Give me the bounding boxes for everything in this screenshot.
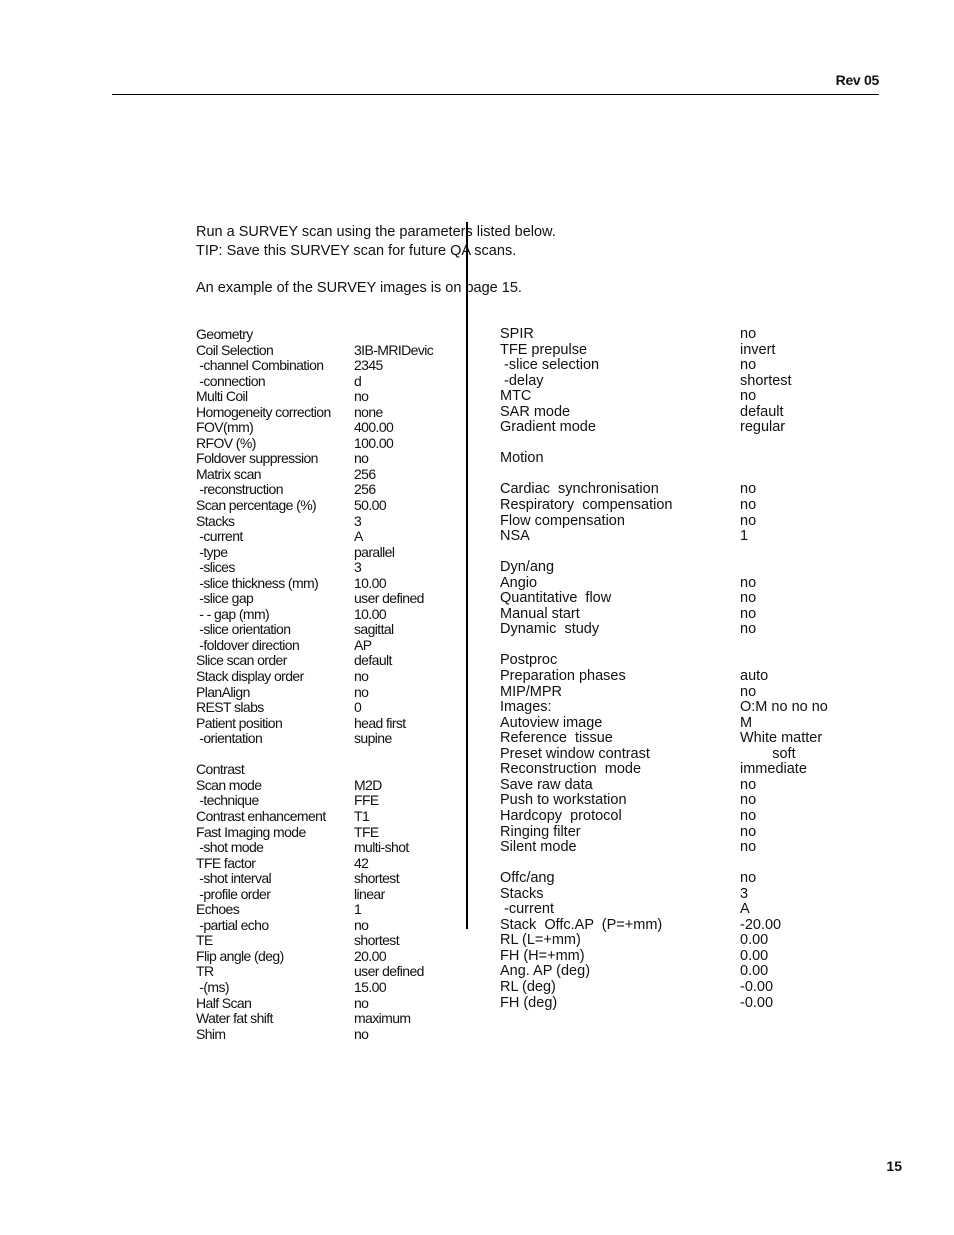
parameter-name: -orientation bbox=[196, 730, 263, 747]
parameter-name: Stack display order bbox=[196, 668, 304, 685]
parameter-value: 256 bbox=[354, 465, 376, 482]
parameter-value: M bbox=[740, 714, 753, 731]
parameter-value: 400.00 bbox=[354, 419, 394, 436]
parameter-value: 10.00 bbox=[354, 574, 387, 591]
parameter-value: none bbox=[354, 403, 383, 420]
parameter-value: 10.00 bbox=[354, 605, 387, 622]
parameter-name: Ang. AP (deg) bbox=[500, 963, 591, 980]
parameter-name: SPIR bbox=[500, 326, 534, 342]
intro-line-1: Run a SURVEY scan using the parameters listed below. bbox=[196, 224, 556, 240]
parameter-value: maximum bbox=[354, 1010, 411, 1027]
parameter-value: 15.00 bbox=[354, 978, 387, 995]
parameter-name: Flow compensation bbox=[500, 512, 625, 529]
parameter-name: Preparation phases bbox=[500, 668, 626, 685]
parameter-name: NSA bbox=[500, 528, 530, 545]
parameter-value: no bbox=[740, 870, 757, 887]
revision-label: Rev 05 bbox=[835, 72, 879, 88]
parameter-name: SAR mode bbox=[500, 403, 571, 420]
parameter-value: 3 bbox=[740, 885, 749, 902]
parameter-value: no bbox=[354, 1025, 369, 1042]
parameter-name: Contrast enhancement bbox=[196, 807, 326, 824]
parameter-name: Reconstruction mode bbox=[500, 761, 642, 778]
parameter-value: 3 bbox=[354, 559, 362, 576]
parameter-name: Preset window contrast bbox=[500, 745, 650, 762]
parameter-value: no bbox=[740, 326, 757, 342]
parameter-name: RFOV (%) bbox=[196, 434, 256, 451]
parameter-value: M2D bbox=[354, 776, 382, 793]
parameter-name: TFE prepulse bbox=[500, 341, 588, 358]
parameter-name: -slices bbox=[196, 559, 235, 576]
parameter-name: TR bbox=[196, 963, 214, 980]
parameter-name: RL (L=+mm) bbox=[500, 932, 581, 949]
parameter-value: 20.00 bbox=[354, 947, 387, 964]
parameter-name: Patient position bbox=[196, 714, 283, 731]
parameter-name: Stack Offc.AP (P=+mm) bbox=[500, 916, 663, 933]
parameter-value: 256 bbox=[354, 481, 376, 498]
parameter-value: default bbox=[354, 652, 392, 669]
parameter-value: 42 bbox=[354, 854, 369, 871]
parameter-name: Offc/ang bbox=[500, 870, 555, 887]
parameter-name: Scan mode bbox=[196, 776, 262, 793]
parameter-name: -partial echo bbox=[196, 916, 269, 933]
parameter-name: Contrast bbox=[196, 761, 245, 778]
parameter-name: -slice thickness (mm) bbox=[196, 574, 319, 591]
parameter-value: 3 bbox=[354, 512, 362, 529]
parameter-value: invert bbox=[740, 341, 776, 358]
parameter-name: Autoview image bbox=[500, 714, 603, 731]
parameter-value: 0.00 bbox=[740, 947, 769, 964]
parameter-name: Fast Imaging mode bbox=[196, 823, 306, 840]
parameter-name: Gradient mode bbox=[500, 419, 596, 436]
parameter-name: TFE factor bbox=[196, 854, 256, 871]
parameter-name: Matrix scan bbox=[196, 465, 261, 482]
parameter-value: no bbox=[740, 512, 757, 529]
parameter-name: -technique bbox=[196, 792, 259, 809]
parameter-value: no bbox=[740, 807, 757, 824]
parameter-name: Manual start bbox=[500, 605, 580, 622]
parameter-name: -slice gap bbox=[196, 590, 254, 607]
parameter-name: Angio bbox=[500, 574, 538, 591]
parameter-name: Echoes bbox=[196, 901, 240, 918]
parameter-value: d bbox=[354, 372, 362, 389]
parameter-value: head first bbox=[354, 714, 406, 731]
parameter-value: no bbox=[354, 668, 369, 685]
parameter-value: no bbox=[740, 621, 757, 638]
parameter-value: no bbox=[740, 683, 757, 700]
parameter-value: -20.00 bbox=[740, 916, 782, 933]
parameter-value: 0 bbox=[354, 699, 362, 716]
parameter-value: TFE bbox=[354, 823, 379, 840]
parameter-name: Water fat shift bbox=[196, 1010, 273, 1027]
parameter-name: Stacks bbox=[500, 885, 544, 902]
parameter-value: no bbox=[740, 481, 757, 498]
parameter-value: parallel bbox=[354, 543, 395, 560]
parameter-value: A bbox=[354, 528, 363, 545]
parameter-name: Dyn/ang bbox=[500, 559, 555, 576]
parameter-value: no bbox=[354, 388, 369, 405]
parameter-value: no bbox=[740, 388, 757, 405]
parameter-value: O:M no no no bbox=[740, 699, 828, 716]
parameter-value: supine bbox=[354, 730, 392, 747]
parameter-value: no bbox=[354, 683, 369, 700]
parameter-name: -profile order bbox=[196, 885, 271, 902]
parameter-value: immediate bbox=[740, 761, 807, 778]
parameter-value: T1 bbox=[354, 807, 370, 824]
parameter-name: Scan percentage (%) bbox=[196, 497, 317, 514]
parameter-name: Postproc bbox=[500, 652, 558, 669]
parameter-value: -0.00 bbox=[740, 994, 774, 1011]
parameter-value: 50.00 bbox=[354, 497, 387, 514]
parameter-value: A bbox=[740, 901, 750, 918]
parameter-value: 0.00 bbox=[740, 963, 769, 980]
parameter-name: Quantitative flow bbox=[500, 590, 612, 607]
parameter-value: FFE bbox=[354, 792, 379, 809]
intro-spacer bbox=[196, 260, 556, 279]
parameter-name: Hardcopy protocol bbox=[500, 807, 622, 824]
parameter-value: no bbox=[740, 357, 757, 374]
parameter-value: user defined bbox=[354, 590, 424, 607]
parameter-name: Silent mode bbox=[500, 839, 577, 856]
parameter-name: -slice selection bbox=[500, 357, 600, 374]
parameter-name: Homogeneity correction bbox=[196, 403, 331, 420]
parameter-name: -current bbox=[196, 528, 243, 545]
parameter-value: no bbox=[740, 823, 757, 840]
parameter-value: 3IB-MRIDevic bbox=[354, 341, 434, 358]
parameter-name: RL (deg) bbox=[500, 978, 556, 995]
parameter-name: -(ms) bbox=[196, 978, 229, 995]
parameter-name: FH (deg) bbox=[500, 994, 558, 1011]
parameter-value: no bbox=[354, 994, 369, 1011]
parameter-value: multi-shot bbox=[354, 839, 409, 856]
parameter-name: FOV(mm) bbox=[196, 419, 254, 436]
parameter-value: auto bbox=[740, 668, 769, 685]
parameter-name: MIP/MPR bbox=[500, 683, 563, 700]
parameter-value: 2345 bbox=[354, 357, 383, 374]
parameter-value: no bbox=[740, 776, 757, 793]
parameter-name: Dynamic study bbox=[500, 621, 600, 638]
parameter-name: Respiratory compensation bbox=[500, 497, 673, 514]
parameter-name: -delay bbox=[500, 372, 544, 389]
parameter-name: -slice orientation bbox=[196, 621, 291, 638]
parameter-name: -shot mode bbox=[196, 839, 264, 856]
parameter-value: shortest bbox=[740, 372, 792, 389]
parameter-value: no bbox=[740, 839, 757, 856]
parameter-name: Half Scan bbox=[196, 994, 252, 1011]
parameter-name: Foldover suppression bbox=[196, 450, 318, 467]
parameter-value: no bbox=[740, 792, 757, 809]
header-rule bbox=[112, 94, 879, 95]
parameter-value: no bbox=[354, 916, 369, 933]
parameter-name: Motion bbox=[500, 450, 544, 467]
parameter-value: no bbox=[740, 574, 757, 591]
parameter-name: Multi Coil bbox=[196, 388, 248, 405]
intro-line-2: TIP: Save this SURVEY scan for future QA scans. bbox=[196, 242, 517, 259]
column-divider bbox=[466, 222, 468, 929]
parameter-value: linear bbox=[354, 885, 385, 902]
parameter-name: -channel Combination bbox=[196, 357, 324, 374]
parameter-value: no bbox=[354, 450, 369, 467]
parameter-value: -0.00 bbox=[740, 978, 774, 995]
parameter-name: Coil Selection bbox=[196, 341, 274, 358]
parameter-name: Ringing filter bbox=[500, 823, 581, 840]
page-number: 15 bbox=[886, 1158, 902, 1174]
parameter-value: shortest bbox=[354, 870, 399, 887]
parameter-name: -connection bbox=[196, 372, 266, 389]
parameter-value: no bbox=[740, 590, 757, 607]
parameter-value: default bbox=[740, 403, 784, 420]
parameter-name: Slice scan order bbox=[196, 652, 287, 669]
parameter-name: Stacks bbox=[196, 512, 235, 529]
parameter-name: Push to workstation bbox=[500, 792, 627, 809]
parameter-name: Flip angle (deg) bbox=[196, 947, 284, 964]
parameter-value: 100.00 bbox=[354, 434, 394, 451]
parameter-value: 0.00 bbox=[740, 932, 769, 949]
parameter-name: REST slabs bbox=[196, 699, 264, 716]
parameter-name: MTC bbox=[500, 388, 532, 405]
parameter-name: FH (H=+mm) bbox=[500, 947, 585, 964]
parameter-name: Save raw data bbox=[500, 776, 593, 793]
parameter-name: Images: bbox=[500, 699, 552, 716]
parameter-name: TE bbox=[196, 932, 213, 949]
parameter-value: sagittal bbox=[354, 621, 394, 638]
parameter-value: regular bbox=[740, 419, 786, 436]
parameter-value: no bbox=[740, 605, 757, 622]
parameter-name: Reference tissue bbox=[500, 730, 613, 747]
parameter-name: -type bbox=[196, 543, 228, 560]
parameter-value: user defined bbox=[354, 963, 424, 980]
parameter-value: 1 bbox=[354, 901, 362, 918]
parameter-name: Shim bbox=[196, 1025, 226, 1042]
intro-line-3: An example of the SURVEY images is on page 15. bbox=[196, 280, 522, 296]
parameter-value: 1 bbox=[740, 528, 749, 545]
parameter-name: - - gap (mm) bbox=[196, 605, 270, 622]
intro-text bbox=[196, 223, 556, 298]
parameter-value: White matter bbox=[740, 730, 823, 747]
parameter-name: -shot interval bbox=[196, 870, 272, 887]
parameter-name: -reconstruction bbox=[196, 481, 283, 498]
parameter-value: no bbox=[740, 497, 757, 514]
parameter-name: -foldover direction bbox=[196, 636, 300, 653]
parameter-name: Geometry bbox=[196, 326, 253, 342]
parameter-name: -current bbox=[500, 901, 554, 918]
parameter-value: shortest bbox=[354, 932, 399, 949]
parameter-name: Cardiac synchronisation bbox=[500, 481, 659, 498]
parameter-value: AP bbox=[354, 636, 372, 653]
parameter-name: PlanAlign bbox=[196, 683, 250, 700]
parameter-value: soft bbox=[740, 745, 796, 762]
